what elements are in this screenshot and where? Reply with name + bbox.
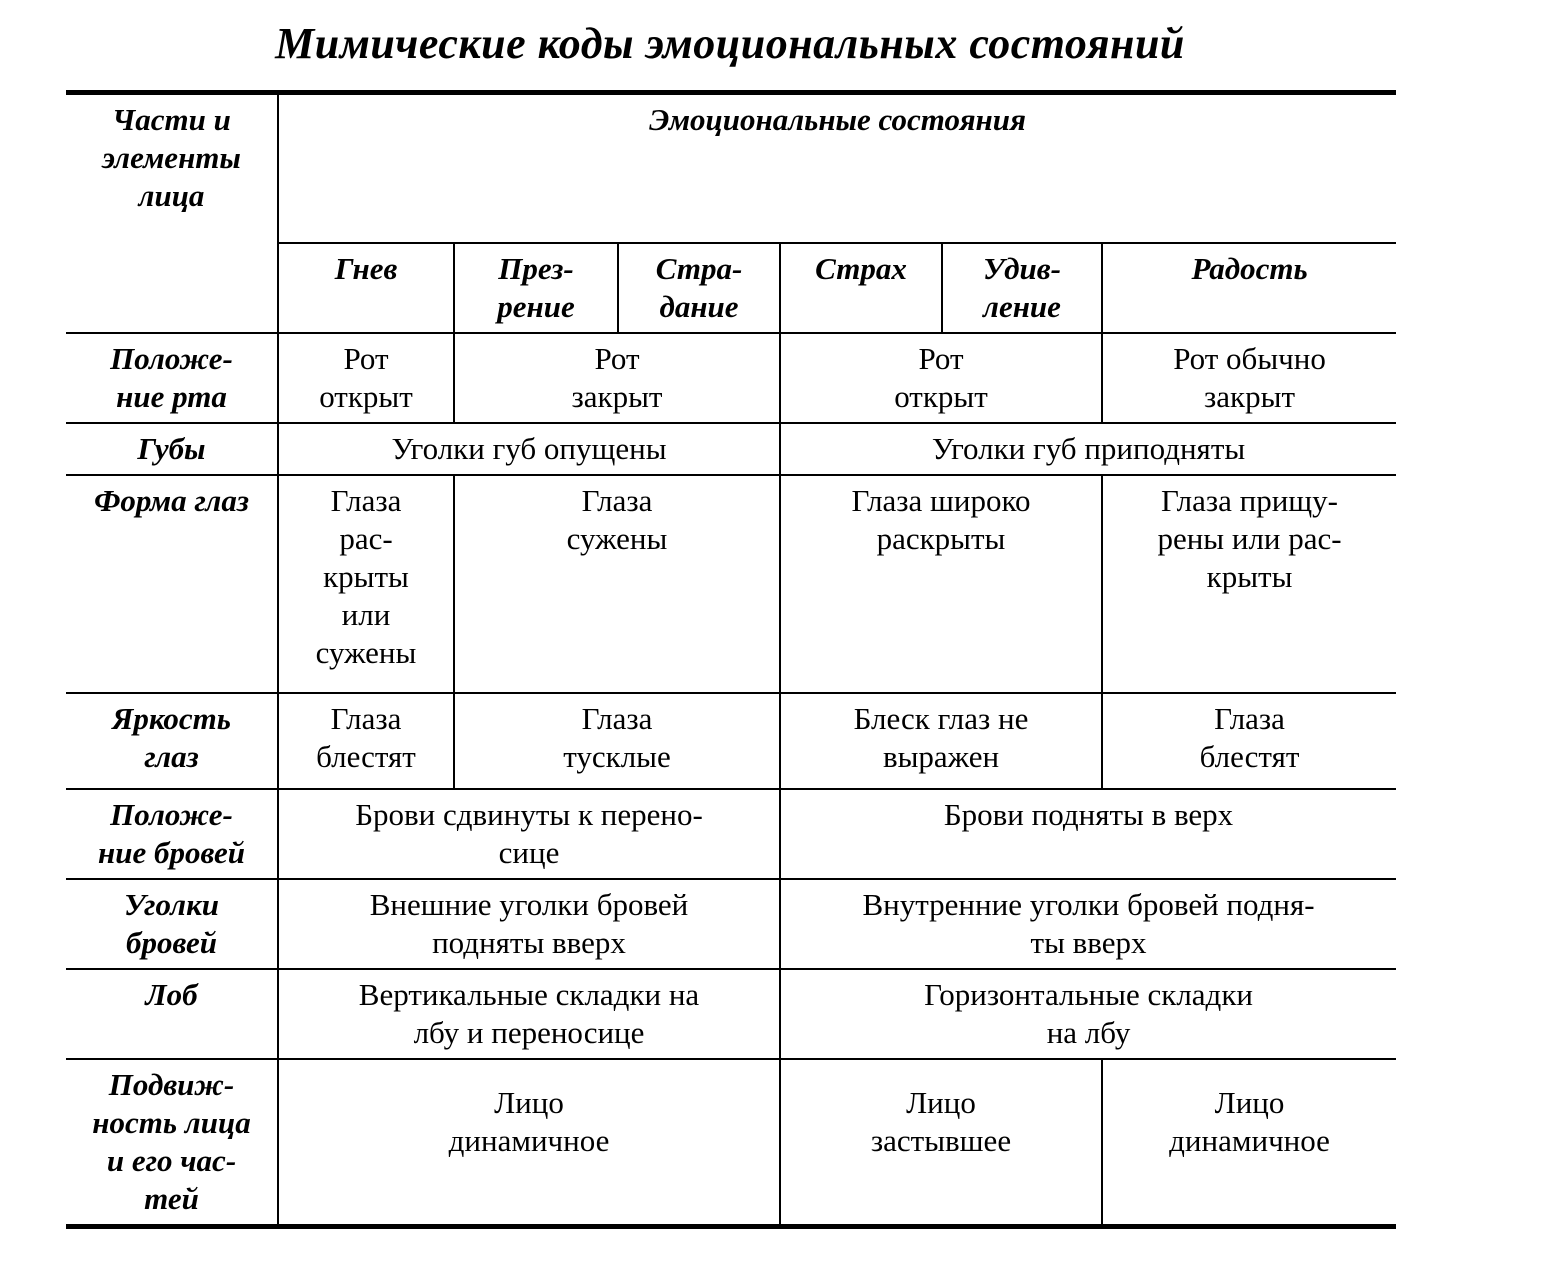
- table-cell: Уголки губ опущены: [278, 423, 780, 475]
- column-header-fear: Страх: [780, 243, 942, 333]
- table-row: [66, 789, 1396, 879]
- column-header-surprise: Удив- ление: [942, 243, 1102, 333]
- table-cell: Брови сдвинуты к перено- сице: [278, 789, 780, 879]
- row-header-mobility: Подвиж- ность лица и его час- тей: [66, 1059, 278, 1227]
- table-cell: Горизонтальные складки на лбу: [780, 969, 1396, 1059]
- emotion-codes-table: [66, 90, 1396, 1229]
- table-cell: Блеск глаз не выражен: [780, 693, 1102, 789]
- column-header-joy: Радость: [1102, 243, 1396, 333]
- row-header-lips: Губы: [66, 423, 278, 475]
- column-header-anger: Гнев: [278, 243, 454, 333]
- row-header-forehead: Лоб: [66, 969, 278, 1059]
- corner-header: Части и элементы лица: [66, 93, 278, 333]
- table-cell: Рот открыт: [278, 333, 454, 423]
- table-row: [66, 969, 1396, 1059]
- header-row-top: [66, 93, 1396, 243]
- table-cell: Глаза рас- крыты или сужены: [278, 475, 454, 693]
- row-header-eye-shape: Форма глаз: [66, 475, 278, 693]
- table-row: [66, 475, 1396, 693]
- emotions-header: Эмоциональные состояния: [278, 93, 1396, 243]
- table-cell: Глаза сужены: [454, 475, 780, 693]
- table-row: [66, 693, 1396, 789]
- table-cell: Лицо застывшее: [780, 1059, 1102, 1227]
- table-cell: Лицо динамичное: [1102, 1059, 1396, 1227]
- table-cell: Брови подняты в верх: [780, 789, 1396, 879]
- page-title: Мимические коды эмоциональных состояний: [275, 19, 1185, 68]
- table-cell: Рот закрыт: [454, 333, 780, 423]
- table-cell: Глаза широко раскрыты: [780, 475, 1102, 693]
- row-header-brow-corners: Уголки бровей: [66, 879, 278, 969]
- table-cell: Уголки губ приподняты: [780, 423, 1396, 475]
- row-header-eye-brightness: Яркость глаз: [66, 693, 278, 789]
- table-cell: Рот обычно закрыт: [1102, 333, 1396, 423]
- column-header-suffering: Стра- дание: [618, 243, 780, 333]
- table-cell: Глаза блестят: [278, 693, 454, 789]
- table-row: [66, 879, 1396, 969]
- table-row: [66, 1059, 1396, 1227]
- table-cell: Рот открыт: [780, 333, 1102, 423]
- table-cell: Лицо динамичное: [278, 1059, 780, 1227]
- table-cell: Вертикальные складки на лбу и переносице: [278, 969, 780, 1059]
- table-row: [66, 423, 1396, 475]
- table-cell: Глаза прищу- рены или рас- крыты: [1102, 475, 1396, 693]
- table-row: [66, 333, 1396, 423]
- table-cell: Глаза блестят: [1102, 693, 1396, 789]
- row-header-mouth: Положе- ние рта: [66, 333, 278, 423]
- row-header-brow-position: Положе- ние бровей: [66, 789, 278, 879]
- table-cell: Глаза тусклые: [454, 693, 780, 789]
- column-header-contempt: През- рение: [454, 243, 618, 333]
- table-cell: Внутренние уголки бровей подня- ты вверх: [780, 879, 1396, 969]
- table-cell: Внешние уголки бровей подняты вверх: [278, 879, 780, 969]
